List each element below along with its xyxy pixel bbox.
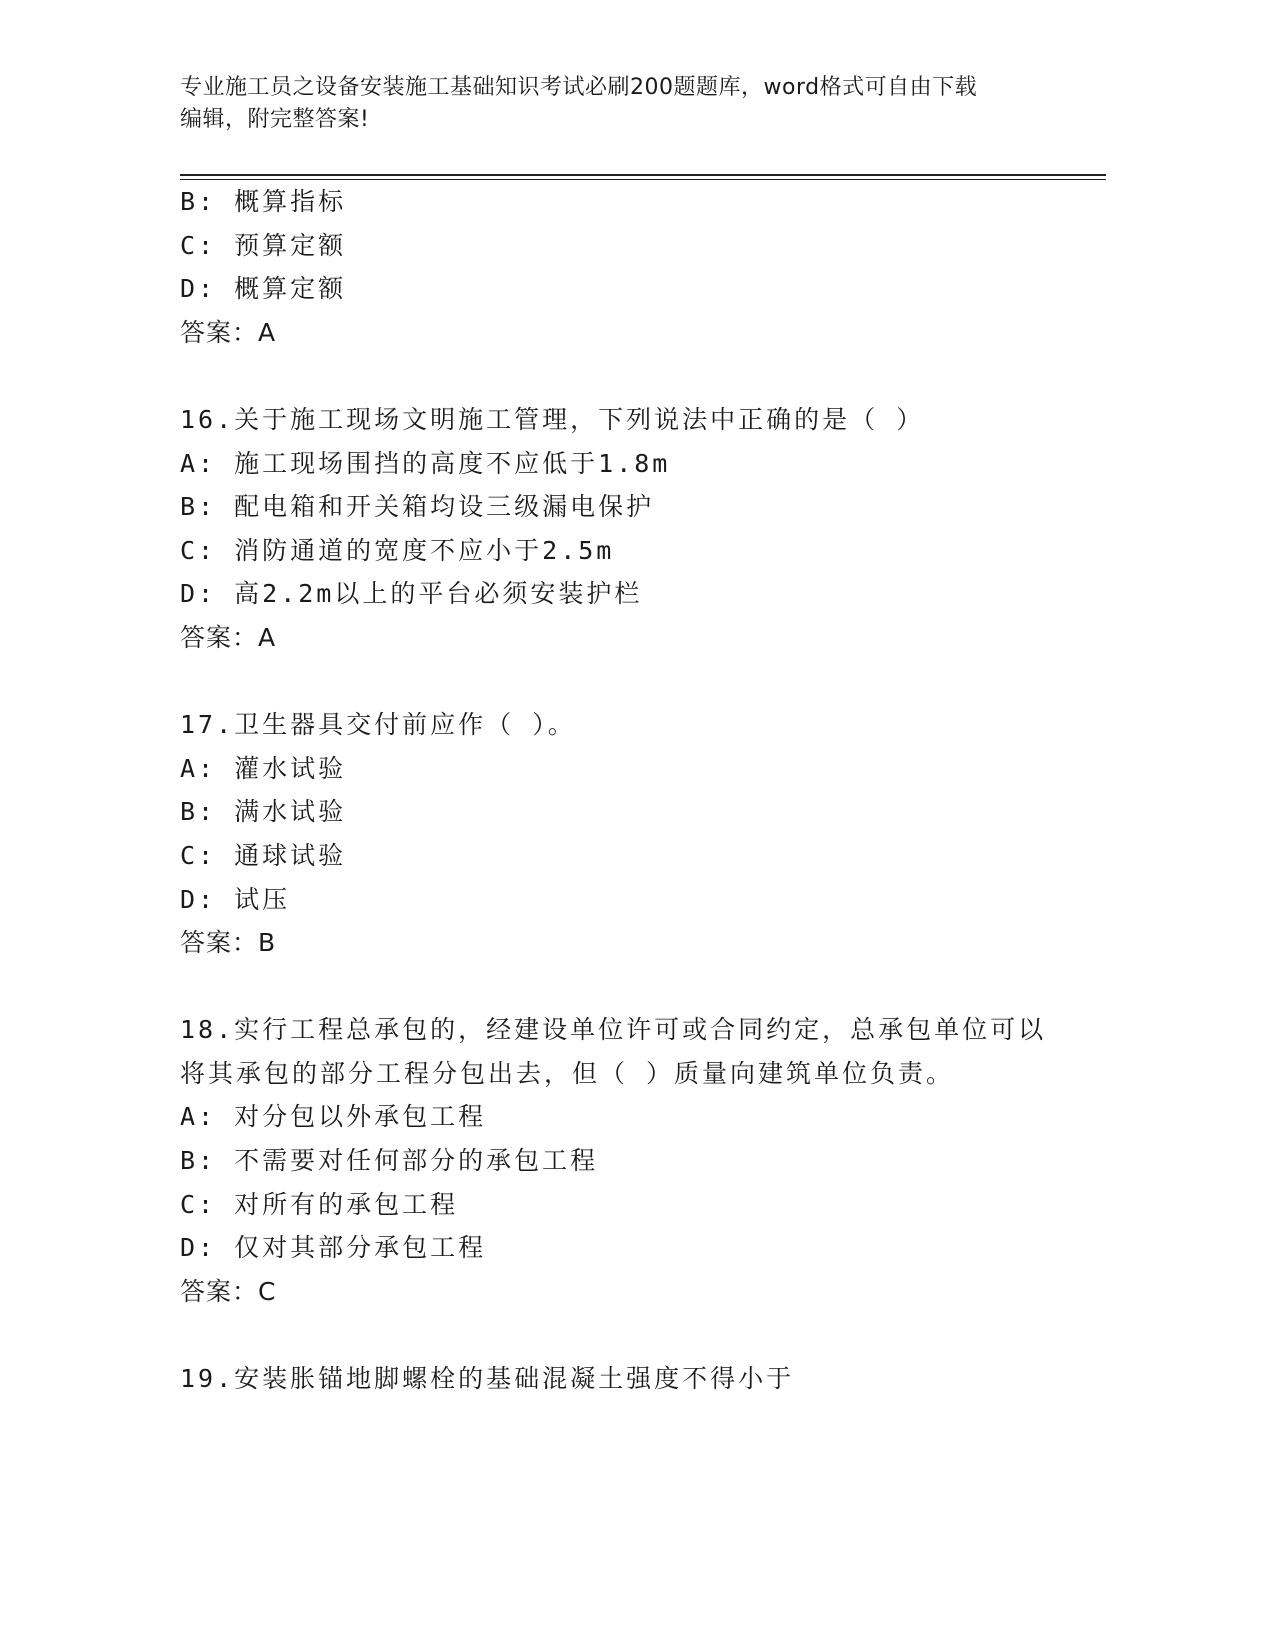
header-line-1: 专业施工员之设备安装施工基础知识考试必刷200题题库，word格式可自由下载 [180,75,978,100]
header-line-2: 编辑，附完整答案! [180,107,370,132]
option-a: A: 施工现场围挡的高度不应低于1.8m [180,448,671,478]
option-d: D: 仅对其部分承包工程 [180,1233,487,1263]
answer: 答案：A [180,317,277,347]
question-18 [180,1008,1080,1313]
question-text-line-1: 18.实行工程总承包的，经建设单位许可或合同约定，总承包单位可以 [180,1015,1047,1045]
question-text: 16.关于施工现场文明施工管理，下列说法中正确的是（ ） [180,404,925,434]
spacer [180,660,1080,704]
question-text: 17.卫生器具交付前应作（ ）。 [180,710,576,740]
question-text: 19.安装胀锚地脚螺栓的基础混凝土强度不得小于 [180,1364,795,1394]
option-b: B: 不需要对任何部分的承包工程 [180,1146,599,1176]
question-16 [180,398,1080,660]
option-a: A: 对分包以外承包工程 [180,1102,487,1132]
question-17 [180,703,1080,965]
option-d: D: 试压 [180,884,291,914]
option-b: B: 满水试验 [180,797,347,827]
option-d: D: 高2.2m以上的平台必须安装护栏 [180,579,643,609]
option-b: B: 概算指标 [180,187,347,216]
question-19 [180,1357,1080,1401]
header-divider-thick [180,174,1106,176]
spacer [180,965,1080,1009]
option-c: C: 对所有的承包工程 [180,1189,459,1219]
spacer [180,1313,1080,1357]
option-d: D: 概算定额 [180,274,347,304]
document-header [180,72,1040,136]
option-c: C: 预算定额 [180,230,347,260]
option-c: C: 通球试验 [180,840,347,870]
question-list [180,180,1080,1401]
answer: 答案：C [180,1276,277,1306]
option-a: A: 灌水试验 [180,753,347,783]
spacer [180,354,1080,398]
option-c: C: 消防通道的宽度不应小于2.5m [180,535,615,565]
question-15 [180,180,1080,354]
question-text-line-2: 将其承包的部分工程分包出去，但（ ）质量向建筑单位负责。 [180,1058,955,1088]
answer: 答案：B [180,928,277,958]
answer: 答案：A [180,622,277,652]
option-b: B: 配电箱和开关箱均设三级漏电保护 [180,492,655,522]
